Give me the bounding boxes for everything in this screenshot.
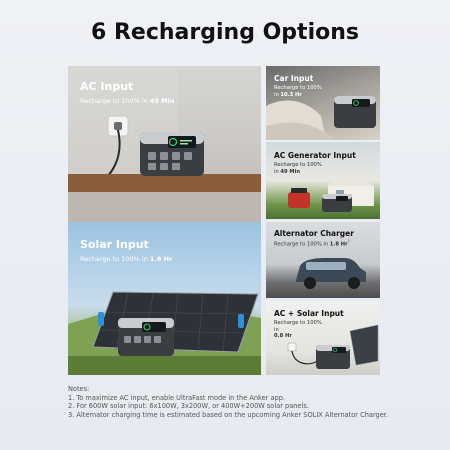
- ac-solar-panel: [266, 301, 380, 375]
- solar-panel-icon: [93, 292, 258, 352]
- ac-input-panel: [68, 66, 261, 222]
- car-input-panel: [266, 66, 380, 140]
- car-input-title: Car Input: [274, 74, 314, 83]
- notes-section: [68, 385, 388, 420]
- alternator-charger-panel: [266, 222, 380, 298]
- ac-solar-subtitle: Recharge to 100% in 0.8 Hr: [274, 320, 322, 339]
- solar-input-title: Solar Input: [80, 238, 149, 251]
- power-station-icon: [140, 132, 204, 176]
- suv-icon: [296, 258, 366, 289]
- ac-solar-title: AC + Solar Input: [274, 309, 344, 318]
- ac-input-title: AC Input: [80, 80, 134, 93]
- power-station-icon: [334, 96, 376, 128]
- ac-input-subtitle: Recharge to 100% in 49 Min: [80, 97, 175, 105]
- wall-outlet-icon: [288, 343, 296, 351]
- ac-generator-panel: [266, 142, 380, 219]
- solar-input-subtitle: Recharge to 100% in 1.8 Hr: [80, 255, 173, 263]
- car-input-subtitle: Recharge to 100% in 10.3 Hr: [274, 85, 322, 98]
- page-title: 6 Recharging Options: [91, 20, 359, 45]
- ac-generator-subtitle: Recharge to 100% in 49 Min: [274, 162, 322, 175]
- note-item: 2. For 600W solar input: 6x100W, 3x200W, or 400W+200W solar panels.: [68, 402, 309, 411]
- ac-generator-title: AC Generator Input: [274, 151, 356, 160]
- generator-icon: [288, 188, 310, 208]
- power-station-icon: [118, 318, 174, 356]
- note-item: 3. Alternator charging time is estimated based on the upcoming Anker SOLIX Alternator Charger.: [68, 411, 388, 420]
- solar-input-panel: [68, 222, 261, 375]
- notes-heading: Notes:: [68, 385, 90, 393]
- power-station-icon: [316, 345, 350, 369]
- note-item: 1. To maximize AC input, enable UltraFast mode in the Anker app.: [68, 393, 285, 402]
- solar-panel-icon: [350, 325, 378, 365]
- alternator-charger-title: Alternator Charger: [274, 229, 354, 238]
- alternator-charger-subtitle: Recharge to 100% in 1.8 $Hr^{^3}$: [274, 240, 350, 248]
- power-station-icon: [322, 194, 352, 212]
